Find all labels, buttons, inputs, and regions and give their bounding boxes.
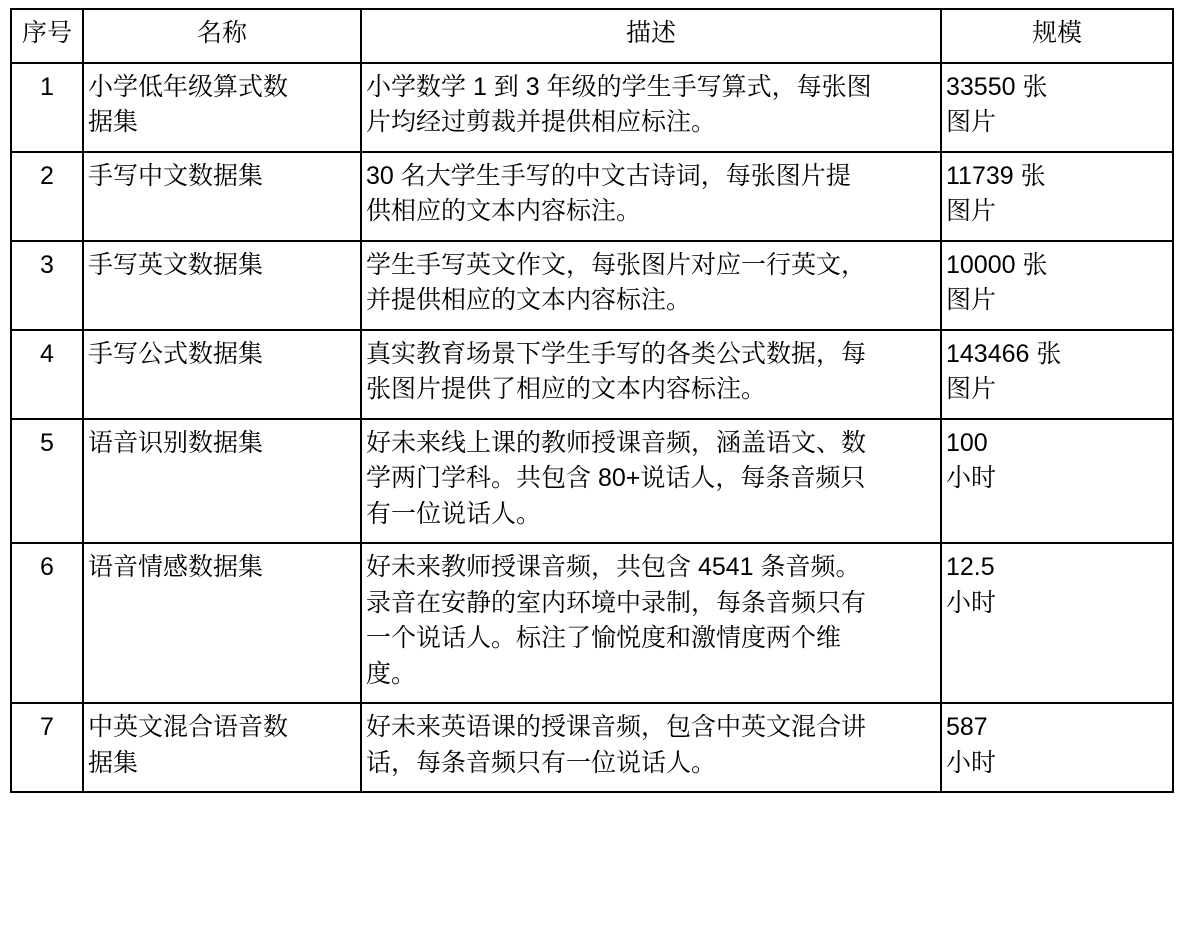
cell-name <box>83 703 361 792</box>
cell-description <box>361 63 941 152</box>
cell-description-line: 一个说话人。标注了愉悦度和激情度两个维 <box>366 624 842 652</box>
cell-description-line: 学生手写英文作文，每张图片对应一行英文， <box>366 250 867 279</box>
cell-scale-line: 587 <box>946 713 988 741</box>
table-header-row <box>11 9 1173 63</box>
column-header-description: 描述 <box>361 9 941 63</box>
dataset-table <box>10 8 1174 793</box>
cell-name-line: 据集 <box>88 748 139 777</box>
column-header-name: 名称 <box>83 9 361 63</box>
cell-description <box>361 152 941 241</box>
cell-description-line: 张图片提供了相应的文本内容标注。 <box>366 375 767 403</box>
cell-scale-line: 33550 张 <box>946 72 1048 101</box>
cell-name-line: 手写中文数据集 <box>88 161 264 190</box>
cell-scale <box>941 330 1173 419</box>
cell-index: 4 <box>11 330 83 419</box>
cell-scale-line: 143466 张 <box>946 339 1062 368</box>
table-header <box>11 9 1173 63</box>
cell-description-line: 供相应的文本内容标注。 <box>366 197 642 225</box>
cell-name <box>83 330 361 419</box>
cell-description-line: 30 名大学生手写的中文古诗词，每张图片提 <box>366 161 851 190</box>
cell-scale-line: 小时 <box>946 464 997 492</box>
cell-name-line: 小学低年级算式数 <box>88 72 289 101</box>
cell-description-line: 小学数学 1 到 3 年级的学生手写算式，每张图 <box>366 72 872 101</box>
column-header-scale: 规模 <box>941 9 1173 63</box>
table-row <box>11 63 1173 152</box>
cell-description-line: 度。 <box>366 659 417 688</box>
cell-description <box>361 241 941 330</box>
cell-description-line: 片均经过剪裁并提供相应标注。 <box>366 108 717 136</box>
cell-name <box>83 419 361 544</box>
cell-description <box>361 703 941 792</box>
cell-scale-line: 图片 <box>946 375 997 403</box>
table-row <box>11 241 1173 330</box>
cell-scale-line: 100 <box>946 428 988 457</box>
cell-scale-line: 图片 <box>946 286 997 314</box>
cell-index: 5 <box>11 419 83 544</box>
cell-description-line: 真实教育场景下学生手写的各类公式数据，每 <box>366 339 867 368</box>
cell-description-line: 好未来教师授课音频，共包含 4541 条音频。 <box>366 553 861 581</box>
table-row <box>11 703 1173 792</box>
cell-index: 6 <box>11 543 83 703</box>
cell-scale <box>941 543 1173 703</box>
cell-description-line: 学两门学科。共包含 80+说话人，每条音频只 <box>366 464 866 492</box>
cell-name-line: 语音识别数据集 <box>88 428 264 457</box>
cell-index: 7 <box>11 703 83 792</box>
table-row <box>11 419 1173 544</box>
cell-scale-line: 10000 张 <box>946 250 1048 279</box>
cell-name <box>83 241 361 330</box>
cell-scale <box>941 419 1173 544</box>
cell-name-line: 语音情感数据集 <box>88 553 264 581</box>
cell-name-line: 手写公式数据集 <box>88 339 264 368</box>
cell-name <box>83 543 361 703</box>
cell-name-line: 据集 <box>88 108 139 136</box>
cell-scale-line: 图片 <box>946 197 997 225</box>
cell-index: 3 <box>11 241 83 330</box>
cell-description <box>361 330 941 419</box>
cell-description-line: 话，每条音频只有一位说话人。 <box>366 748 717 777</box>
cell-scale <box>941 703 1173 792</box>
cell-scale <box>941 241 1173 330</box>
cell-index: 1 <box>11 63 83 152</box>
table-body <box>11 63 1173 793</box>
cell-scale <box>941 152 1173 241</box>
cell-index: 2 <box>11 152 83 241</box>
cell-name-line: 手写英文数据集 <box>88 250 264 279</box>
cell-name-line: 中英文混合语音数 <box>88 713 289 741</box>
cell-scale-line: 12.5 <box>946 553 995 581</box>
table-row <box>11 543 1173 703</box>
cell-description-line: 并提供相应的文本内容标注。 <box>366 286 692 314</box>
cell-name <box>83 152 361 241</box>
table-row <box>11 330 1173 419</box>
cell-scale <box>941 63 1173 152</box>
cell-description <box>361 419 941 544</box>
cell-description-line: 好未来英语课的授课音频，包含中英文混合讲 <box>366 713 867 741</box>
cell-description-line: 录音在安静的室内环境中录制，每条音频只有 <box>366 588 867 617</box>
cell-description-line: 有一位说话人。 <box>366 499 542 528</box>
cell-name <box>83 63 361 152</box>
table-row <box>11 152 1173 241</box>
cell-description-line: 好未来线上课的教师授课音频，涵盖语文、数 <box>366 428 867 457</box>
cell-scale-line: 图片 <box>946 108 997 136</box>
cell-scale-line: 11739 张 <box>946 161 1046 190</box>
column-header-index: 序号 <box>11 9 83 63</box>
cell-scale-line: 小时 <box>946 748 997 777</box>
cell-scale-line: 小时 <box>946 588 997 617</box>
cell-description <box>361 543 941 703</box>
